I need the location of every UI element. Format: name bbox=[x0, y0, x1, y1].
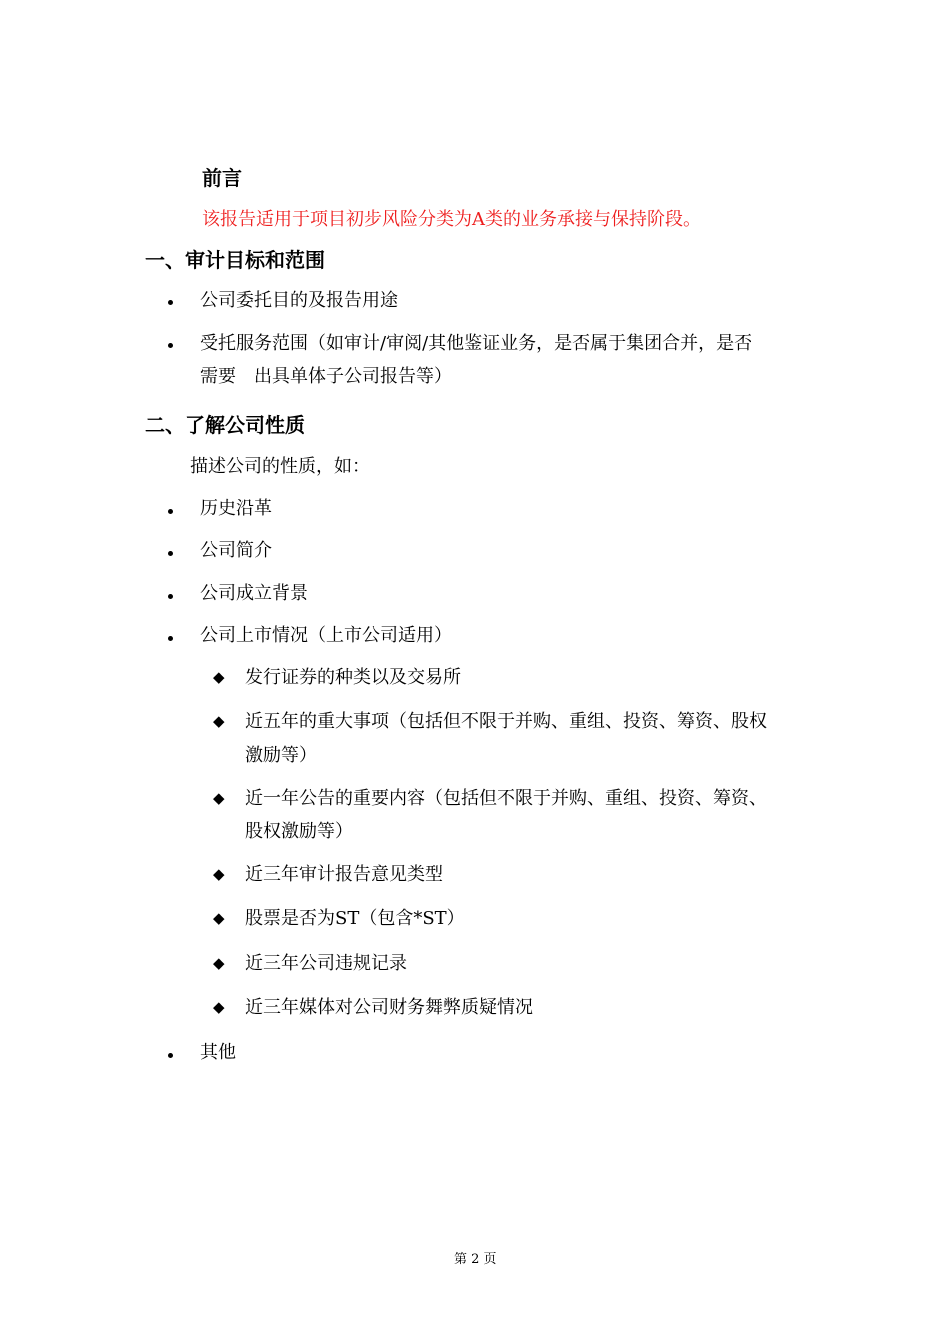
bullet-dot-icon bbox=[168, 636, 173, 641]
diamond-icon: ◆ bbox=[213, 789, 225, 807]
page-number: 第 2 页 bbox=[454, 1252, 497, 1267]
section2-item-listing: 公司上市情况（上市公司适用） bbox=[200, 625, 452, 646]
preface-title: 前言 bbox=[202, 166, 242, 190]
diamond-icon: ◆ bbox=[213, 954, 225, 972]
bullet-dot-icon bbox=[168, 551, 173, 556]
diamond-icon: ◆ bbox=[213, 909, 225, 927]
section2-intro: 描述公司的性质，如： bbox=[190, 456, 370, 477]
diamond-icon: ◆ bbox=[213, 712, 225, 730]
section2-item-history: 历史沿革 bbox=[200, 498, 272, 519]
sub-item-media-doubts: 近三年媒体对公司财务舞弊质疑情况 bbox=[245, 997, 533, 1018]
bullet-dot-icon bbox=[168, 300, 173, 305]
preface-note: 该报告适用于项目初步风险分类为A类的业务承接与保持阶段。 bbox=[202, 209, 701, 230]
sub-item-announcements-cont: 股权激励等） bbox=[245, 821, 353, 842]
bullet-dot-icon bbox=[168, 594, 173, 599]
bullet-dot-icon bbox=[168, 343, 173, 348]
sub-item-major-events-cont: 激励等） bbox=[245, 745, 317, 766]
section1-title: 一、审计目标和范围 bbox=[145, 248, 325, 272]
sub-item-st-status: 股票是否为ST（包含*ST） bbox=[245, 908, 465, 929]
section2-item-other: 其他 bbox=[200, 1042, 236, 1063]
sub-item-audit-opinion: 近三年审计报告意见类型 bbox=[245, 864, 443, 885]
sub-item-announcements: 近一年公告的重要内容（包括但不限于并购、重组、投资、筹资、 bbox=[245, 788, 767, 809]
section2-item-profile: 公司简介 bbox=[200, 540, 272, 561]
sub-item-major-events: 近五年的重大事项（包括但不限于并购、重组、投资、筹资、股权 bbox=[245, 711, 767, 732]
diamond-icon: ◆ bbox=[213, 865, 225, 883]
section2-title: 二、了解公司性质 bbox=[145, 413, 305, 437]
diamond-icon: ◆ bbox=[213, 668, 225, 686]
section2-item-background: 公司成立背景 bbox=[200, 583, 308, 604]
sub-item-securities: 发行证券的种类以及交易所 bbox=[245, 667, 461, 688]
section1-item-scope-cont: 需要 出具单体子公司报告等） bbox=[200, 366, 452, 387]
section1-item-purpose: 公司委托目的及报告用途 bbox=[200, 290, 398, 311]
sub-item-violations: 近三年公司违规记录 bbox=[245, 953, 407, 974]
section1-item-scope: 受托服务范围（如审计/审阅/其他鉴证业务，是否属于集团合并，是否 bbox=[200, 333, 753, 354]
bullet-dot-icon bbox=[168, 1053, 173, 1058]
bullet-dot-icon bbox=[168, 509, 173, 514]
diamond-icon: ◆ bbox=[213, 998, 225, 1016]
